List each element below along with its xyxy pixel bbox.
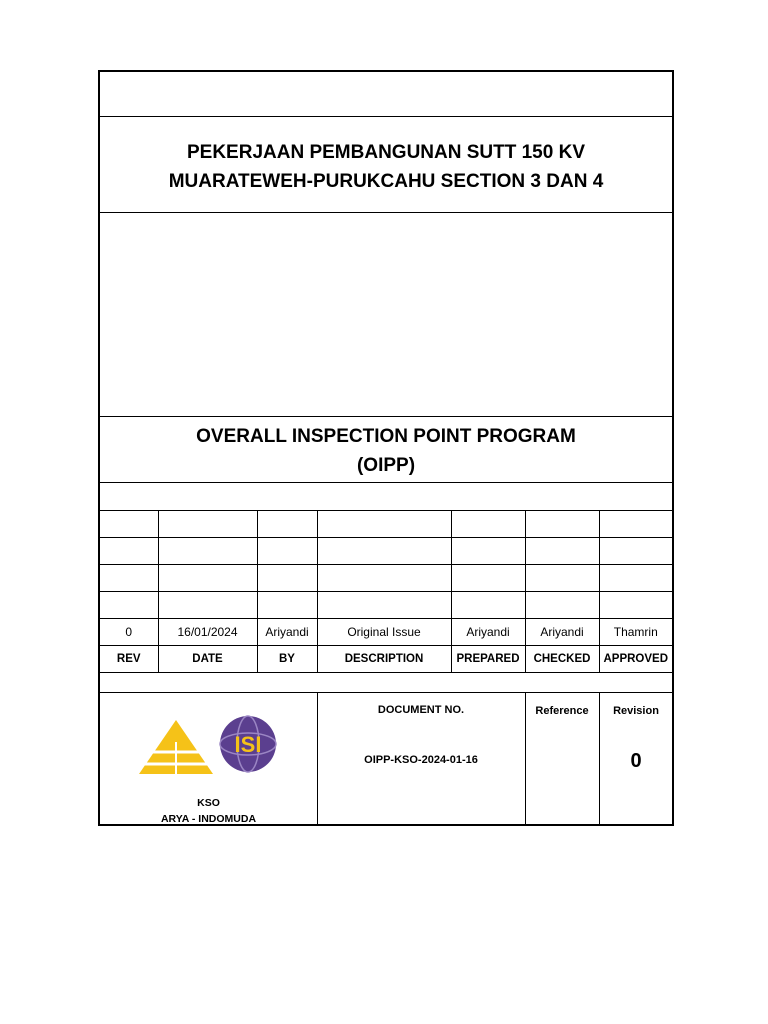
triangle-logo-icon — [139, 720, 213, 774]
header-rev: REV — [100, 646, 158, 673]
project-title-line2: MUARATEWEH-PURUKCAHU SECTION 3 DAN 4 — [168, 171, 604, 192]
divider — [100, 416, 672, 417]
globe-logo-icon — [220, 716, 276, 772]
document-title-line1: OVERALL INSPECTION POINT PROGRAM — [196, 426, 576, 447]
header-description: DESCRIPTION — [317, 646, 451, 673]
company-name-line1: KSO — [197, 797, 220, 809]
table-header-row — [100, 646, 672, 673]
project-title-line1: PEKERJAAN PEMBANGUNAN SUTT 150 KV — [186, 142, 585, 163]
table-row — [100, 538, 672, 565]
header-by: BY — [257, 646, 317, 673]
table-row — [100, 619, 672, 646]
divider — [100, 482, 672, 483]
date-cell: 16/01/2024 — [158, 619, 257, 646]
company-logo — [130, 712, 280, 782]
divider — [100, 116, 672, 117]
header-date: DATE — [158, 646, 257, 673]
header-prepared: PREPARED — [451, 646, 525, 673]
rev-cell: 0 — [100, 619, 158, 646]
revision-value: 0 — [630, 750, 642, 772]
company-name — [100, 795, 317, 827]
document-title-line2: (OIPP) — [356, 455, 416, 476]
document-cover-frame — [98, 70, 674, 826]
divider — [100, 212, 672, 213]
approved-cell: Thamrin — [599, 619, 672, 646]
prepared-cell: Ariyandi — [451, 619, 525, 646]
table-row — [100, 565, 672, 592]
logo-text: ISI — [234, 732, 262, 757]
description-cell: Original Issue — [317, 619, 451, 646]
project-title — [100, 138, 672, 196]
table-row — [100, 592, 672, 619]
document-no-value: OIPP-KSO-2024-01-16 — [364, 754, 478, 766]
by-cell: Ariyandi — [257, 619, 317, 646]
document-no-label: DOCUMENT NO. — [377, 704, 465, 716]
revision-table — [100, 510, 672, 673]
reference-label: Reference — [535, 705, 589, 717]
checked-cell: Ariyandi — [525, 619, 599, 646]
company-name-line2: ARYA - INDOMUDA — [160, 813, 257, 825]
document-title — [100, 422, 672, 480]
header-checked: CHECKED — [525, 646, 599, 673]
revision-label: Revision — [613, 705, 659, 717]
table-row — [100, 511, 672, 538]
header-approved: APPROVED — [599, 646, 672, 673]
divider — [100, 692, 672, 693]
